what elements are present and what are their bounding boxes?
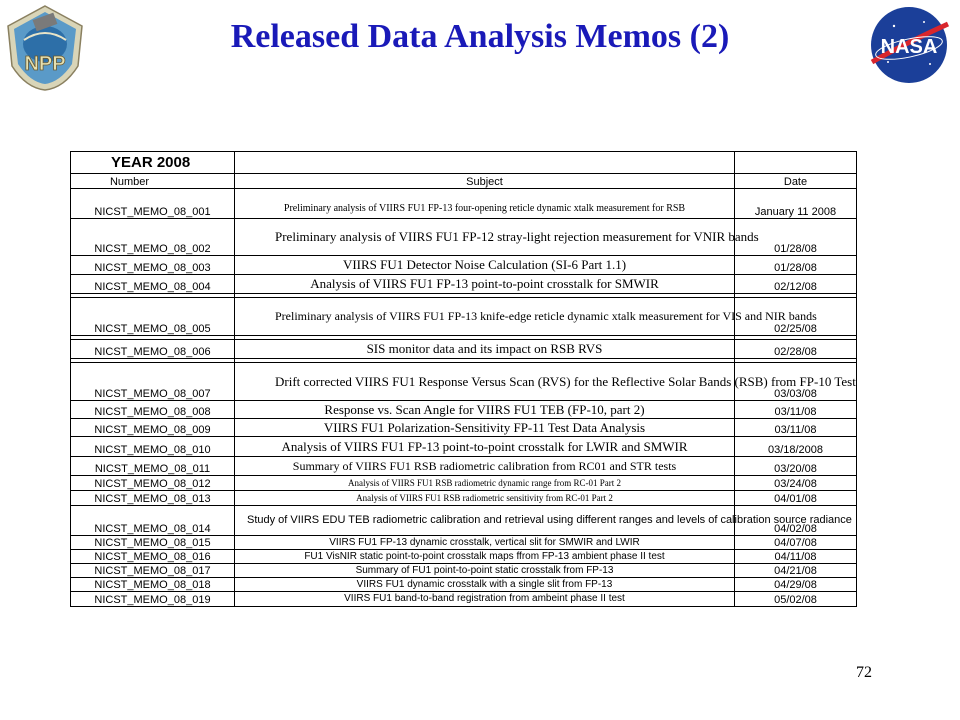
memo-subject: Drift corrected VIIRS FU1 Response Versus Scan (RVS) for the Reflective Solar Bands (RSB) from FP-10 Test [235, 363, 735, 401]
table-row [71, 275, 857, 294]
memo-number: NICST_MEMO_08_006 [71, 340, 235, 359]
memo-date: 02/12/08 [735, 275, 857, 294]
memo-subject: Preliminary analysis of VIIRS FU1 FP-13 knife-edge reticle dynamic xtalk measurement for VIS and NIR bands [235, 298, 735, 336]
memo-number: NICST_MEMO_08_010 [71, 437, 235, 457]
memo-date: 05/02/08 [735, 592, 857, 607]
memo-subject: Analysis of VIIRS FU1 FP-13 point-to-point crosstalk for SMWIR [235, 275, 735, 294]
memo-number: NICST_MEMO_08_015 [71, 536, 235, 550]
memo-number: NICST_MEMO_08_011 [71, 457, 235, 476]
memo-subject: SIS monitor data and its impact on RSB RVS [235, 340, 735, 359]
memo-number: NICST_MEMO_08_005 [71, 298, 235, 336]
memo-date: 03/11/08 [735, 401, 857, 419]
memo-number: NICST_MEMO_08_002 [71, 219, 235, 256]
memo-number: NICST_MEMO_08_018 [71, 578, 235, 592]
memo-number: NICST_MEMO_08_001 [71, 189, 235, 219]
memo-date: 04/07/08 [735, 536, 857, 550]
column-header-date: Date [735, 174, 857, 189]
memo-number: NICST_MEMO_08_003 [71, 256, 235, 275]
memo-date: January 11 2008 [735, 189, 857, 219]
table-row [71, 506, 857, 536]
table-row [71, 592, 857, 607]
memo-date: 04/21/08 [735, 564, 857, 578]
memo-number: NICST_MEMO_08_012 [71, 476, 235, 491]
memo-number: NICST_MEMO_08_008 [71, 401, 235, 419]
memo-number: NICST_MEMO_08_019 [71, 592, 235, 607]
memo-date: 02/25/08 [735, 298, 857, 336]
table-row [71, 578, 857, 592]
memo-number: NICST_MEMO_08_007 [71, 363, 235, 401]
memo-number: NICST_MEMO_08_009 [71, 419, 235, 437]
table-row [71, 476, 857, 491]
memo-number: NICST_MEMO_08_017 [71, 564, 235, 578]
memo-subject: FU1 VisNIR static point-to-point crosstalk maps ffrom FP-13 ambient phase II test [235, 550, 735, 564]
memo-date: 03/11/08 [735, 419, 857, 437]
table-row [71, 491, 857, 506]
table-row [71, 419, 857, 437]
memo-date: 04/02/08 [735, 506, 857, 536]
memo-subject: Analysis of VIIRS FU1 RSB radiometric sensitivity from RC-01 Part 2 [235, 491, 735, 506]
memo-subject: VIIRS FU1 Polarization-Sensitivity FP-11 Test Data Analysis [235, 419, 735, 437]
memo-subject: Study of VIIRS EDU TEB radiometric calibration and retrieval using different ranges and levels of calibration source radiance [235, 506, 735, 536]
memo-date: 03/03/08 [735, 363, 857, 401]
memo-number: NICST_MEMO_08_014 [71, 506, 235, 536]
memo-date: 01/28/08 [735, 219, 857, 256]
table-row [71, 256, 857, 275]
table-row [71, 536, 857, 550]
svg-text:NASA: NASA [880, 36, 938, 58]
year-row [71, 152, 857, 174]
table-row [71, 564, 857, 578]
memo-subject: Summary of VIIRS FU1 RSB radiometric calibration from RC01 and STR tests [235, 457, 735, 476]
table-row [71, 437, 857, 457]
column-header-number: Number [71, 174, 235, 189]
memo-date: 01/28/08 [735, 256, 857, 275]
memo-subject: Response vs. Scan Angle for VIIRS FU1 TEB (FP-10, part 2) [235, 401, 735, 419]
memo-subject: Preliminary analysis of VIIRS FU1 FP-12 stray-light rejection measurement for VNIR bands [235, 219, 735, 256]
svg-text:NPP: NPP [24, 53, 66, 75]
memo-subject: VIIRS FU1 Detector Noise Calculation (SI-6 Part 1.1) [235, 256, 735, 275]
year-label: YEAR 2008 [71, 152, 235, 174]
memo-date: 04/11/08 [735, 550, 857, 564]
table-row [71, 550, 857, 564]
memo-date: 04/29/08 [735, 578, 857, 592]
table-row [71, 189, 857, 219]
memo-number: NICST_MEMO_08_016 [71, 550, 235, 564]
memo-subject: VIIRS FU1 FP-13 dynamic crosstalk, vertical slit for SMWIR and LWIR [235, 536, 735, 550]
memo-subject: Analysis of VIIRS FU1 FP-13 point-to-point crosstalk for LWIR and SMWIR [235, 437, 735, 457]
memo-date: 03/18/2008 [735, 437, 857, 457]
page-number: 72 [856, 664, 872, 681]
table-row [71, 457, 857, 476]
memo-subject: Summary of FU1 point-to-point static crosstalk from FP-13 [235, 564, 735, 578]
column-header-subject: Subject [235, 174, 735, 189]
memo-subject: Preliminary analysis of VIIRS FU1 FP-13 four-opening reticle dynamic xtalk measurement for RSB [235, 189, 735, 219]
table-row [71, 363, 857, 401]
memo-subject: VIIRS FU1 band-to-band registration from ambeint phase II test [235, 592, 735, 607]
page-title: Released Data Analysis Memos (2) [230, 18, 730, 55]
memo-number: NICST_MEMO_08_004 [71, 275, 235, 294]
memo-number: NICST_MEMO_08_013 [71, 491, 235, 506]
header-row [71, 174, 857, 189]
table-row [71, 401, 857, 419]
memo-date: 03/24/08 [735, 476, 857, 491]
table-row [71, 219, 857, 256]
memo-date: 03/20/08 [735, 457, 857, 476]
table-row [71, 340, 857, 359]
table-row [71, 298, 857, 336]
memo-subject: VIIRS FU1 dynamic crosstalk with a single slit from FP-13 [235, 578, 735, 592]
memo-subject: Analysis of VIIRS FU1 RSB radiometric dynamic range from RC-01 Part 2 [235, 476, 735, 491]
memo-date: 02/28/08 [735, 340, 857, 359]
memo-date: 04/01/08 [735, 491, 857, 506]
memo-table [70, 151, 857, 607]
